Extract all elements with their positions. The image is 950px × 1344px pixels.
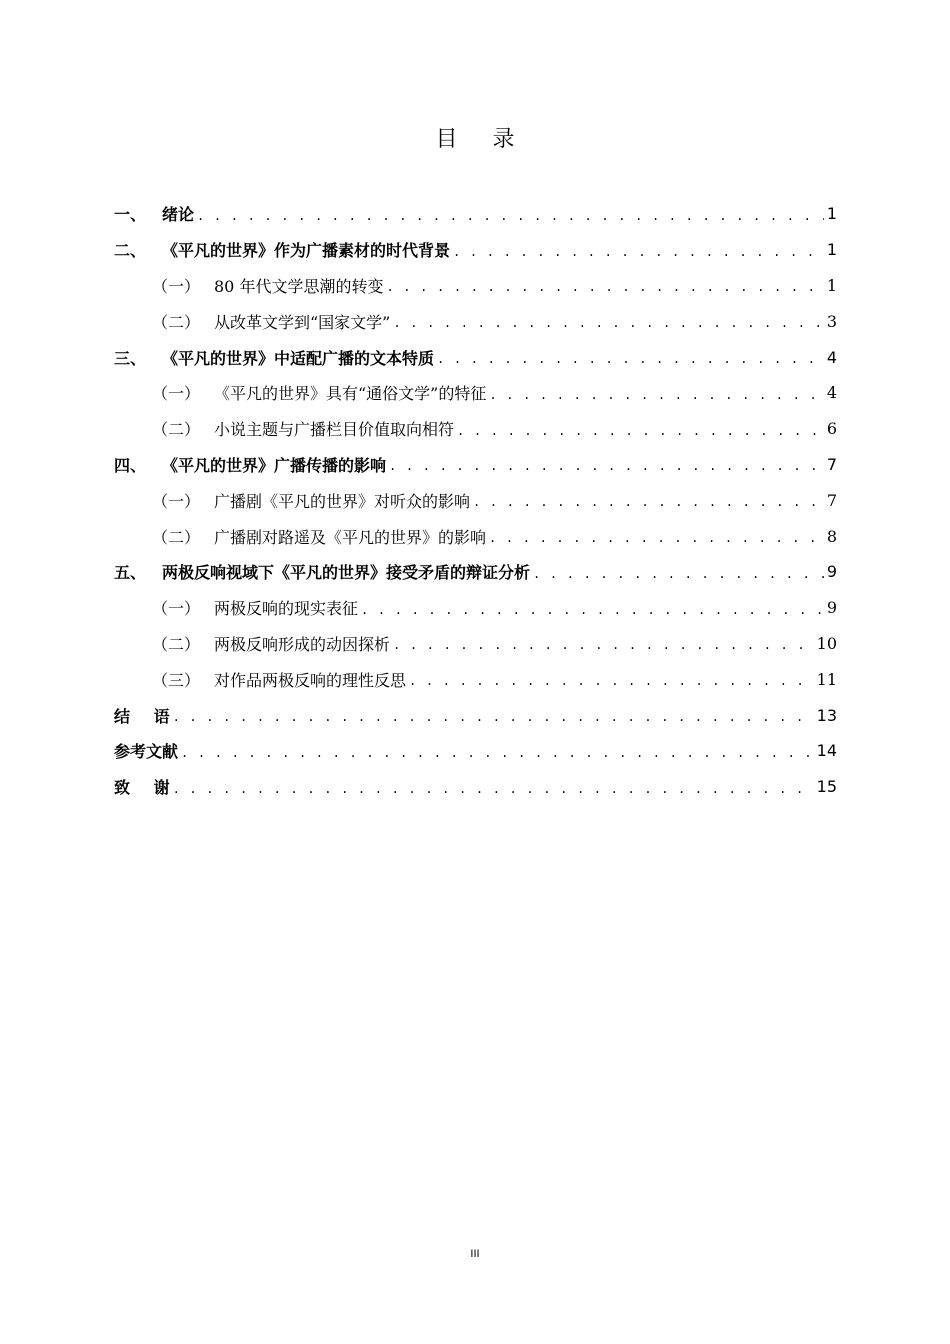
toc-subentry[interactable] bbox=[114, 411, 837, 447]
toc-entry-label: 从改革文学到“国家文学” bbox=[214, 312, 391, 332]
toc-entry-label: 80 年代文学思潮的转变 bbox=[214, 276, 384, 296]
toc-subentry[interactable] bbox=[114, 518, 837, 554]
toc-entry-number: 一、 bbox=[114, 205, 147, 225]
toc-entry-number: （一） bbox=[152, 384, 201, 404]
toc-entry-label: 《平凡的世界》具有“通俗文学”的特征 bbox=[214, 384, 487, 404]
toc-entry-page: 9 bbox=[826, 598, 837, 618]
toc-entry-page: 3 bbox=[826, 311, 837, 331]
toc-entry-number: （二） bbox=[152, 634, 201, 654]
toc-entry-number: 四、 bbox=[114, 455, 147, 475]
dot-leader bbox=[197, 210, 824, 232]
dot-leader bbox=[389, 460, 824, 482]
toc-entry-label: 《平凡的世界》中适配广播的文本特质 bbox=[162, 348, 435, 368]
dot-leader bbox=[489, 389, 823, 411]
toc-subentry[interactable] bbox=[114, 661, 837, 697]
toc-entry-page: 1 bbox=[826, 204, 837, 224]
dot-leader bbox=[393, 639, 814, 661]
toc-entry-page: 7 bbox=[826, 490, 837, 510]
dot-leader bbox=[489, 532, 824, 554]
toc-subentry[interactable] bbox=[114, 375, 837, 411]
toc-entry-page: 1 bbox=[826, 275, 837, 295]
toc-entry[interactable] bbox=[114, 196, 837, 232]
toc-entry-label: 绪论 bbox=[162, 205, 195, 225]
toc-entry[interactable] bbox=[114, 769, 837, 805]
toc-entry-page: 10 bbox=[816, 633, 837, 653]
toc-entry-number: （二） bbox=[152, 312, 201, 332]
toc-entry[interactable] bbox=[114, 697, 837, 733]
dot-leader bbox=[386, 281, 823, 303]
dot-leader bbox=[457, 425, 824, 447]
toc-entry-number: （一） bbox=[152, 599, 201, 619]
toc-entry-label: 广播剧《平凡的世界》对听众的影响 bbox=[214, 491, 471, 511]
toc-entry-number: （一） bbox=[152, 276, 201, 296]
toc-entry-number: （一） bbox=[152, 491, 201, 511]
dot-leader bbox=[437, 353, 824, 375]
toc-entry-label: 《平凡的世界》作为广播素材的时代背景 bbox=[162, 241, 451, 261]
toc-entry[interactable] bbox=[114, 733, 837, 769]
dot-leader bbox=[533, 568, 824, 590]
toc-entry-number: （二） bbox=[152, 527, 201, 547]
dot-leader bbox=[473, 496, 824, 518]
toc-entry-page: 13 bbox=[816, 705, 837, 725]
toc-entry-number: 五、 bbox=[114, 563, 147, 583]
toc-entry-page: 4 bbox=[826, 383, 837, 403]
toc-entry-page: 1 bbox=[826, 240, 837, 260]
toc-entry-page: 6 bbox=[826, 419, 837, 439]
toc-entry-label: 两极反响的现实表征 bbox=[214, 599, 359, 619]
toc-entry-page: 14 bbox=[816, 741, 837, 761]
toc-entry-page: 15 bbox=[816, 777, 837, 797]
toc-entry-label: 两极反响视域下《平凡的世界》接受矛盾的辩证分析 bbox=[162, 563, 531, 583]
toc-entry[interactable] bbox=[114, 232, 837, 268]
toc-subentry[interactable] bbox=[114, 626, 837, 662]
toc-entry-label: 《平凡的世界》广播传播的影响 bbox=[162, 455, 387, 475]
toc-entry-page: 11 bbox=[816, 669, 837, 689]
dot-leader bbox=[181, 747, 814, 769]
toc-subentry[interactable] bbox=[114, 590, 837, 626]
table-of-contents bbox=[114, 196, 837, 805]
toc-entry-number: （二） bbox=[152, 420, 201, 440]
toc-entry-label: 小说主题与广播栏目价值取向相符 bbox=[214, 420, 455, 440]
page-title: 目 录 bbox=[435, 127, 529, 152]
toc-entry-page: 9 bbox=[826, 562, 837, 582]
toc-entry-number: （三） bbox=[152, 670, 201, 690]
dot-leader bbox=[409, 675, 814, 697]
toc-entry-label: 对作品两极反响的理性反思 bbox=[214, 670, 407, 690]
toc-entry-label: 结 语 bbox=[114, 706, 170, 726]
toc-entry-page: 7 bbox=[826, 454, 837, 474]
toc-subentry[interactable] bbox=[114, 268, 837, 304]
dot-leader bbox=[393, 317, 823, 339]
toc-subentry[interactable] bbox=[114, 482, 837, 518]
dot-leader bbox=[173, 711, 814, 733]
dot-leader bbox=[453, 246, 824, 268]
toc-entry[interactable] bbox=[114, 339, 837, 375]
toc-entry[interactable] bbox=[114, 554, 837, 590]
toc-entry-label: 两极反响形成的动因探析 bbox=[214, 634, 391, 654]
toc-entry-label: 致 谢 bbox=[114, 778, 170, 798]
toc-entry-number: 三、 bbox=[114, 348, 147, 368]
toc-entry-label: 广播剧对路遥及《平凡的世界》的影响 bbox=[214, 527, 487, 547]
toc-entry-page: 8 bbox=[826, 526, 837, 546]
toc-entry[interactable] bbox=[114, 447, 837, 483]
dot-leader bbox=[361, 604, 824, 626]
toc-entry-number: 二、 bbox=[114, 241, 147, 261]
toc-entry-label: 参考文献 bbox=[114, 742, 179, 762]
toc-subentry[interactable] bbox=[114, 303, 837, 339]
dot-leader bbox=[173, 783, 814, 805]
toc-entry-page: 4 bbox=[826, 347, 837, 367]
page-number: III bbox=[470, 1248, 480, 1260]
